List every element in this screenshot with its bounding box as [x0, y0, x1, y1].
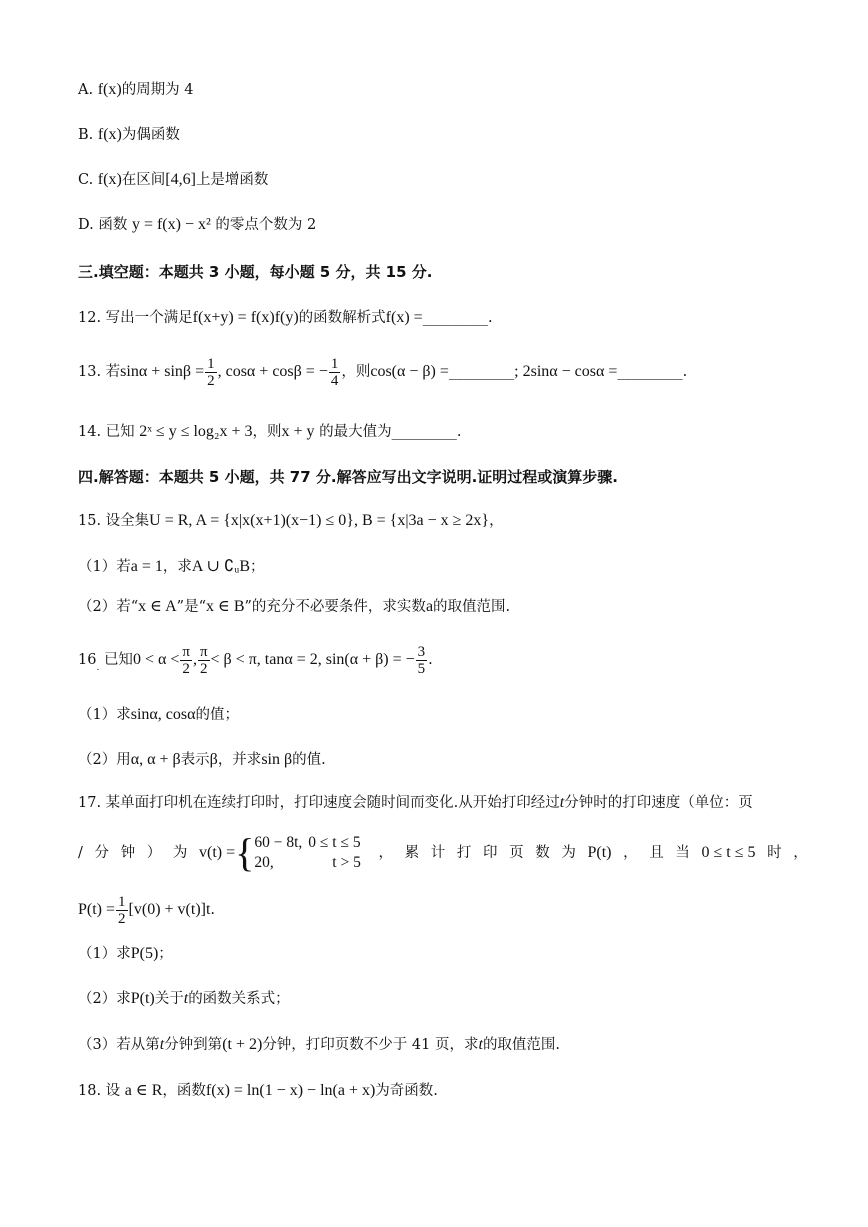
- question-number: 13.: [78, 364, 102, 380]
- math-expr: 2ˣ ≤ y ≤ log₂x + 3: [139, 423, 253, 440]
- question-16: [78, 642, 808, 686]
- question-text: 的取值范围.: [433, 599, 511, 615]
- section-heading-fill-in: 三.填空题：本题共 3 小题，每小题 5 分，共 15 分.: [78, 263, 433, 281]
- question-text: ，函数: [162, 1083, 206, 1099]
- word: ）: [146, 845, 162, 861]
- question-17: [78, 793, 808, 813]
- math-expr: x + y: [281, 423, 315, 440]
- option-a: [78, 80, 808, 100]
- math-expr: t: [183, 990, 189, 1007]
- option-text: 上是增函数: [195, 172, 269, 188]
- question-14: [78, 422, 808, 442]
- question-text: 为奇函数.: [375, 1083, 438, 1099]
- math-expr: P(t): [130, 990, 155, 1007]
- question-17-part-1: [78, 944, 808, 964]
- math-expr: β: [209, 751, 218, 768]
- question-text: ”是“: [176, 599, 206, 615]
- math-expr: f(x): [97, 126, 122, 143]
- question-text: 的取值范围.: [482, 1037, 561, 1053]
- math-expr: α, α + β: [130, 751, 181, 768]
- question-text: 表示: [180, 752, 210, 768]
- question-text: 的函数解析式: [298, 310, 386, 326]
- fraction: [180, 644, 192, 677]
- word: 计: [430, 845, 446, 861]
- option-b: [78, 125, 808, 145]
- math-expr: f(x) = ln(1 − x) − ln(a + x): [205, 1082, 376, 1099]
- fraction: [416, 644, 428, 677]
- math-expr: sinα + sinβ =: [120, 363, 205, 380]
- math-expr: sin β: [261, 751, 293, 768]
- part-label: （1）: [78, 946, 117, 962]
- part-label: （1）: [78, 559, 117, 575]
- question-17-line-3: [78, 892, 808, 928]
- math-expr: cos(α − β) =: [370, 363, 449, 380]
- math-expr: f(x) =: [385, 309, 423, 326]
- question-text: 用: [116, 752, 131, 768]
- case-value: 60 − 8t,: [254, 834, 303, 851]
- option-d: [78, 215, 808, 235]
- case-value: 20,: [254, 854, 274, 871]
- math-expr: a ∈ R: [124, 1082, 163, 1099]
- question-text: ，则: [252, 424, 282, 440]
- question-text: 关于: [154, 991, 184, 1007]
- question-15: [78, 511, 808, 531]
- fraction: [198, 644, 210, 677]
- math-expr: sinα, cosα: [130, 706, 196, 723]
- math-expr: t: [559, 794, 565, 811]
- question-number: 17.: [78, 795, 102, 811]
- question-text: 分钟到第: [164, 1037, 223, 1053]
- word: 为: [561, 845, 576, 861]
- question-text: 若“: [116, 599, 139, 615]
- punctuation: ，: [793, 845, 808, 861]
- question-text: 求: [116, 946, 131, 962]
- word: 时: [767, 845, 782, 861]
- part-label: （2）: [78, 991, 117, 1007]
- math-expr: 0 < α <: [132, 651, 180, 668]
- question-17-line-2: [78, 828, 808, 878]
- math-expr: x ∈ A: [138, 598, 177, 615]
- fraction-denominator: 2: [182, 660, 190, 677]
- question-text: ”的充分不必要条件，求实数: [244, 599, 426, 615]
- fraction-denominator: 5: [417, 660, 426, 677]
- fraction-numerator: π: [182, 643, 190, 660]
- question-text: 写出一个满足: [105, 310, 193, 326]
- section-heading-solutions: 四.解答题：本题共 5 小题，共 77 分.解答应写出文字说明.证明过程或演算步骤.: [78, 468, 618, 486]
- word: 为: [172, 845, 188, 861]
- part-label: （1）: [78, 707, 117, 723]
- question-text: ，则: [341, 364, 371, 380]
- punctuation: .: [428, 652, 433, 668]
- option-label: C.: [78, 172, 94, 188]
- math-expr: , cosα + cosβ = −: [217, 363, 328, 380]
- question-text: 若: [116, 559, 131, 575]
- fraction-denominator: 2: [118, 910, 126, 927]
- question-17-part-3: [78, 1035, 808, 1055]
- question-15-part-1: [78, 557, 808, 577]
- piecewise-function: [199, 830, 367, 875]
- cases: [254, 833, 367, 873]
- question-18: [78, 1081, 808, 1101]
- question-text: 求: [116, 707, 131, 723]
- option-label: B.: [78, 127, 94, 143]
- option-text: 函数: [98, 217, 128, 233]
- word: 分: [94, 845, 110, 861]
- math-expr: P(t) =: [78, 901, 116, 918]
- fraction-numerator: 1: [330, 355, 339, 372]
- fraction: [116, 894, 128, 927]
- word: 钟: [120, 845, 136, 861]
- question-text: 若从第: [116, 1037, 160, 1053]
- question-text: 分钟时的打印速度（单位：页: [564, 795, 753, 811]
- question-text: 已知: [105, 424, 135, 440]
- fraction-denominator: 4: [330, 372, 339, 389]
- punctuation: .: [96, 663, 100, 673]
- question-number: 15.: [78, 513, 102, 529]
- fraction-denominator: 2: [199, 660, 208, 677]
- punctuation: ，: [489, 513, 504, 529]
- fraction-numerator: 1: [118, 893, 126, 910]
- math-expr: f(x): [97, 171, 122, 188]
- option-text: 的周期为 4: [121, 82, 194, 98]
- punctuation: ；: [250, 559, 265, 575]
- question-number: 14.: [78, 424, 102, 440]
- math-expr: a = 1: [130, 558, 163, 575]
- fraction-numerator: 3: [417, 643, 426, 660]
- word: 页: [509, 845, 524, 861]
- fraction-denominator: 2: [207, 372, 215, 389]
- case-condition: t > 5: [332, 854, 361, 871]
- question-number: 18.: [78, 1083, 102, 1099]
- question-text: 的最大值为: [319, 424, 392, 440]
- word: 数: [535, 845, 550, 861]
- math-expr: U = R, A = {x|x(x+1)(x−1) ≤ 0}, B = {x|3a − x ≥ 2x}: [149, 512, 490, 529]
- math-expr: f(x): [97, 81, 122, 98]
- option-label: D.: [78, 217, 94, 233]
- math-expr: t: [159, 1036, 165, 1053]
- question-text: 的值.: [292, 752, 326, 768]
- math-expr: a: [425, 598, 434, 615]
- math-expr: y = f(x) − x²: [131, 216, 211, 233]
- question-text: ，求: [162, 559, 192, 575]
- question-text: 已知: [103, 652, 133, 668]
- question-text: ，并求: [217, 752, 262, 768]
- question-17-part-2: [78, 989, 808, 1009]
- math-expr: P(5): [130, 945, 159, 962]
- word: 累: [404, 845, 420, 861]
- option-c: [78, 170, 808, 190]
- punctuation: ；: [158, 946, 173, 962]
- math-expr: t: [478, 1036, 483, 1053]
- math-expr: v(t) =: [199, 844, 236, 861]
- question-text: 求: [116, 991, 131, 1007]
- math-expr: A ∪ ∁ᵤB: [191, 558, 251, 575]
- math-expr: [4,6]: [165, 171, 196, 188]
- question-number: 16: [78, 652, 97, 668]
- part-label: （2）: [78, 599, 117, 615]
- math-expr: x ∈ B: [206, 598, 245, 615]
- question-16-part-1: [78, 705, 808, 725]
- math-expr: [v(0) + v(t)]t: [128, 901, 211, 918]
- math-expr: f(x+y) = f(x)f(y): [192, 309, 299, 326]
- answer-blank: _________: [448, 364, 515, 380]
- question-text: 设: [105, 1083, 121, 1099]
- question-16-part-2: [78, 750, 808, 770]
- question-number: 12.: [78, 310, 102, 326]
- question-15-part-2: [78, 597, 808, 617]
- word: /: [78, 845, 83, 861]
- math-expr: < β < π, tanα = 2, sin(α + β) = −: [210, 651, 415, 668]
- math-expr: 0 ≤ t ≤ 5: [701, 844, 756, 861]
- question-text: 设全集: [105, 513, 150, 529]
- answer-blank: _________.: [422, 310, 493, 326]
- math-expr: P(t): [587, 844, 612, 861]
- option-text: 的零点个数为 2: [215, 217, 317, 233]
- option-label: A.: [78, 82, 94, 98]
- option-text: 在区间: [121, 172, 166, 188]
- fraction-numerator: 1: [207, 355, 215, 372]
- punctuation: ，: [623, 845, 638, 861]
- case-condition: 0 ≤ t ≤ 5: [308, 834, 361, 851]
- question-12: [78, 308, 808, 328]
- word: 且: [649, 845, 664, 861]
- part-label: （3）: [78, 1037, 117, 1053]
- question-text: 某单面打印机在连续打印时，打印速度会随时间而变化.从开始打印经过: [105, 795, 560, 811]
- fraction: [205, 356, 217, 389]
- answer-blank: _________.: [391, 424, 462, 440]
- answer-blank: _________.: [617, 364, 688, 380]
- math-expr: ,: [192, 651, 197, 668]
- part-label: （2）: [78, 752, 117, 768]
- question-text: 分钟，打印页数不少于 41 页，求: [262, 1037, 479, 1053]
- word: 印: [482, 845, 498, 861]
- left-brace-icon: {: [235, 830, 255, 875]
- word: 当: [675, 845, 690, 861]
- word: ，: [378, 845, 393, 861]
- fraction: [329, 356, 341, 389]
- fraction-numerator: π: [199, 643, 208, 660]
- word: 打: [456, 845, 472, 861]
- punctuation: .: [210, 902, 216, 918]
- option-text: 为偶函数: [121, 127, 180, 143]
- question-text: 的函数关系式；: [188, 991, 290, 1007]
- math-expr: ; 2sinα − cosα =: [514, 363, 618, 380]
- math-expr: (t + 2): [222, 1036, 263, 1053]
- question-text: 若: [105, 364, 121, 380]
- question-13: [78, 354, 808, 390]
- question-text: 的值；: [195, 707, 239, 723]
